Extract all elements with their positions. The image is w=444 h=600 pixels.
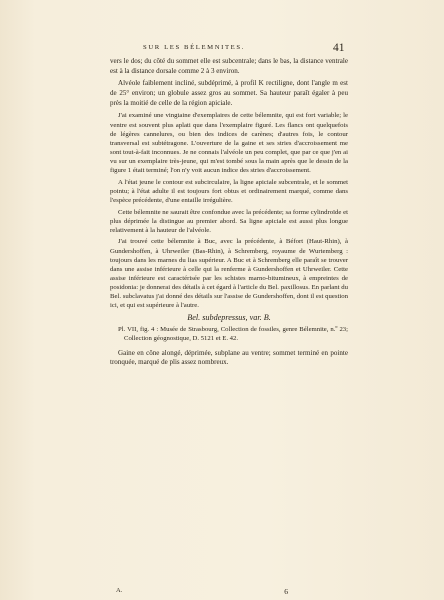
page-number: 41 — [333, 42, 345, 54]
plate-reference: Pl. VII, fig. 4 : Musée de Strasbourg, Collection de fossiles, genre Bélemnite, n.º 23; Collection géognostique, D. 5121 et E. 42. — [118, 326, 348, 343]
page-header — [143, 44, 348, 51]
signature-mark — [110, 587, 348, 596]
paragraph: J'ai trouvé cette bélemnite à Buc, avec la précédente, à Béfort (Haut-Rhin), à Gundershoffen, à Uhrweiler (Bas-Rhin), à Schremberg, royaume de Wurtemberg : toujours dans les marnes du lias supérieur. A Buc et à Schremberg elle paraît se trouver dans une assise inférieure à celle qui la renferme à Gundershoffen et Uhrweiler. Cette assise inférieure est caractérisée par les schistes marno-bitumineux, à empreintes de posidonia: je donnerai des détails à cet égard à l'article du Bel. paxillosus. En parlant du Bel. subclavatus j'ai donné des détails sur l'assise de Gundershoffen, dont il est question ici, et qui est supérieure à l'autre. — [110, 238, 348, 310]
paragraph: J'ai examiné une vingtaine d'exemplaires de cette bélemnite, qui est fort variable; le ventre est souvent plus aplati que dans l'exemplaire figuré. Les flancs ont quelquefois de légères cannelures, ou bien des indices de carènes; d'autres fois, le contour transversal est subtétragone. L'ouverture de la gaine et ses stries d'accroissement me sont tout-à-fait inconnues. Je ne connais l'alvéole un peu complet, que par ce que j'en ai vu sur un exemplaire très-jeune, qui m'est tombé sous la main après que le dessin de la figure 1 était terminé; l'on n'y voit aucun indice des stries d'accroissement. — [110, 112, 348, 174]
text-body — [110, 57, 348, 371]
section-heading: Bel. subdepressus, var. B. — [187, 312, 271, 322]
paragraph: vers le dos; du côté du sommet elle est subcentrale; dans le bas, la distance ventrale est à la distance dorsale comme 2 à 3 environ. — [110, 57, 348, 75]
running-title: SUR LES BÉLEMNITES. — [143, 44, 245, 51]
paragraph: Gaine en cône alongé, déprimée, subplane au ventre; sommet terminé en pointe tronquée, marqué de plis assez nombreux. — [110, 348, 348, 367]
signature-letter: A. — [116, 587, 123, 594]
paragraph: A l'état jeune le contour est subcirculaire, la ligne apiciale subcentrale, et le sommet pointu; à l'état adulte il est toujours fort obtus et ordinairement marqué, comme dans l'espèce précédente, d'une entaille irrégulière. — [110, 178, 348, 204]
paragraph: Cette bélemnite ne saurait être confondue avec la précédente; sa forme cylindroïde et plus déprimée la distingue au premier abord. Sa ligne apiciale est aussi plus longue relativement à la hauteur de l'alvéole. — [110, 208, 348, 234]
signature-number: 6 — [284, 587, 288, 596]
paragraph: Alvéole faiblement incliné, subdéprimé, à profil K rectiligne, dont l'angle m est de 25° environ; un globule assez gros au sommet. Sa hauteur paraît égaler à peu près la moitié de celle de la région apiciale. — [110, 79, 348, 107]
